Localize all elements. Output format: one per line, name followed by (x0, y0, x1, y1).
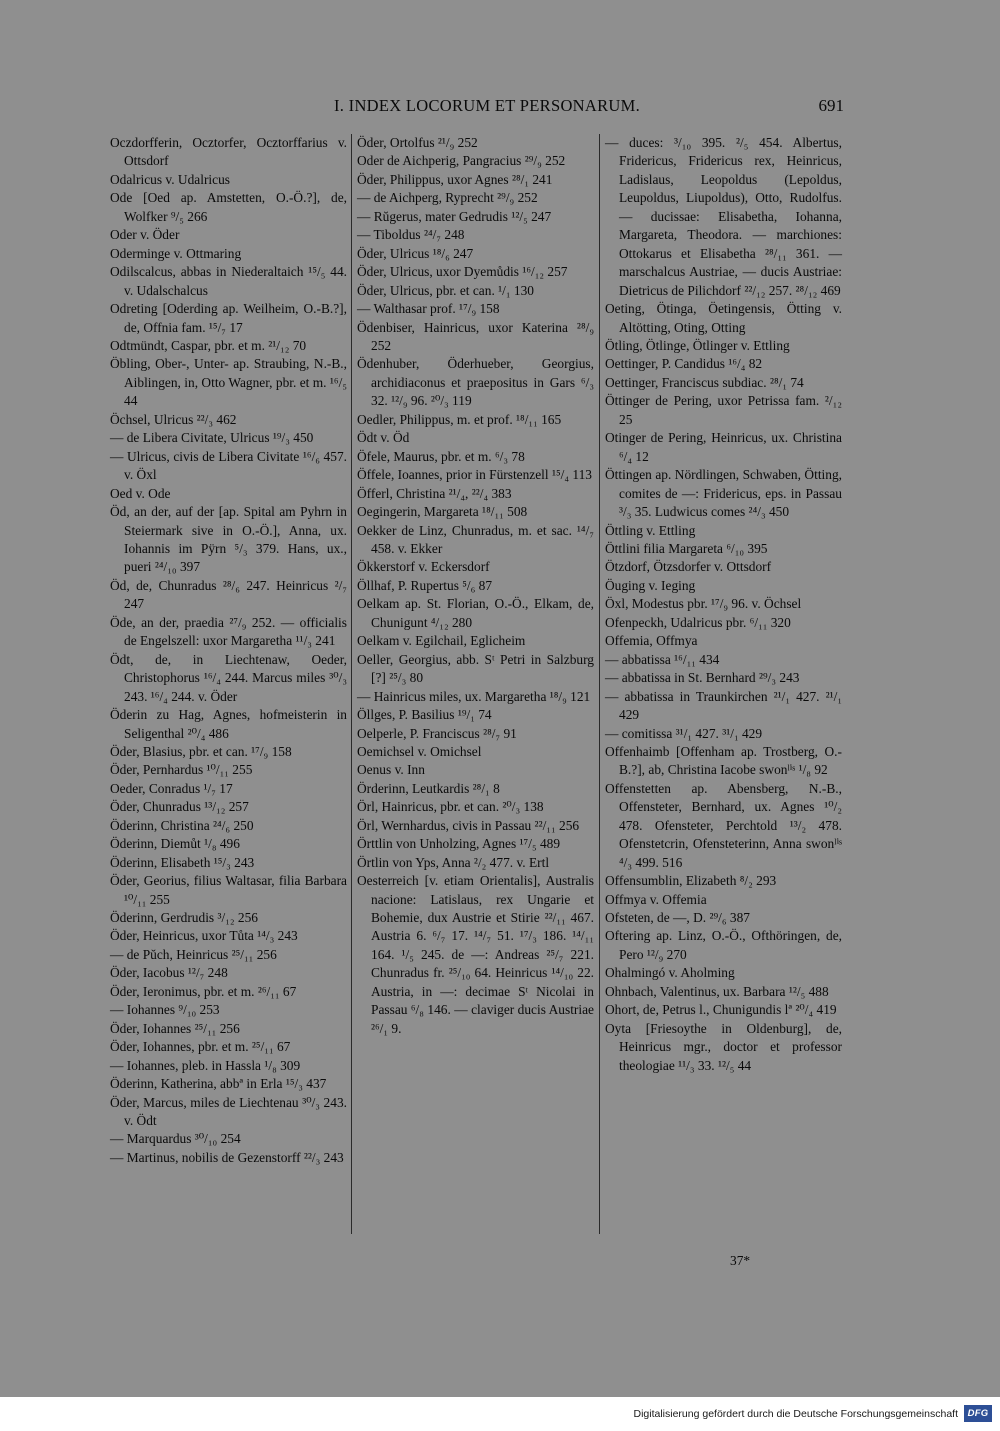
index-entry: Öxl, Modestus pbr. ¹⁷/₉ 96. v. Öchsel (605, 596, 802, 612)
index-entry: Oegingerin, Margareta ¹⁸/₁₁ 508 (357, 504, 528, 520)
index-entry: Oenus v. Inn (357, 762, 425, 778)
index-entry: Ödt v. Öd (357, 430, 410, 446)
index-entry: Öder, Georius, filius Waltasar, filia Barbara ¹⁰/₁₁ 255 (110, 873, 347, 907)
index-entry: — abbatissa in Traunkirchen ²¹/₁ 427. ²¹/₁ 429 (605, 688, 842, 723)
index-entry: Odreting [Oderding ap. Weilheim, O.-B.?], de, Offnia fam. ¹⁵/₇ 17 (110, 301, 347, 335)
index-entry: Öttling v. Ettling (605, 522, 696, 538)
index-entry: Oder de Aichperig, Pangracius ²⁹/₉ 252 (357, 153, 566, 169)
index-entry: Öder, Philippus, uxor Agnes ²⁸/₁ 241 (357, 171, 553, 187)
index-entry: Öbling, Ober-, Unter- ap. Straubing, N.-B., Aiblingen, in, Otto Wagner, pbr. et m. ¹⁶/₅ 44 (110, 356, 347, 409)
page-number: 691 (818, 96, 844, 115)
index-entry: — Martinus, nobilis de Gezenstorff ²²/₃ 243 (110, 1149, 344, 1165)
index-entry: Örttlin von Unholzing, Agnes ¹⁷/₅ 489 (357, 836, 561, 852)
index-entry: Öder, Ulricus, pbr. et can. ¹/₁ 130 (357, 282, 534, 298)
index-entry: Öderinn, Diemůt ¹/₈ 496 (110, 836, 240, 852)
index-entry: — Iohannes, pleb. in Hassla ¹/₈ 309 (110, 1057, 301, 1073)
index-entry: Oesterreich [v. etiam Orientalis], Australis nacione: Latislaus, rex Ungarie et Bohemie, dux Austrie et Stirie ²²/₁₁ 467. Austria 6. ⁶/₇ 17. ¹⁴/₇ 51. ¹⁷/₃ 186. ¹⁴/₁₁ 164. ¹/₅ 245. de —: Andreas ²⁵/₇ 221. Chunradus fr. ²⁵/₁₀ 64. Heinricus ¹⁴/₁₀ 22. Austria, in —: decimae Sᵗ Nicolai in Passau ⁶/₈ 146. — claviger ducis Austriae ²⁶/₁ 9. (357, 873, 594, 1036)
index-entry: Örl, Wernhardus, civis in Passau ²²/₁₁ 256 (357, 817, 580, 833)
index-entry: Öffele, Ioannes, prior in Fürstenzell ¹⁵/₄ 113 (357, 467, 592, 483)
index-entry: Öder, Iohannes ²⁵/₁₁ 256 (110, 1020, 240, 1036)
index-entry: Örl, Hainricus, pbr. et can. ²⁰/₃ 138 (357, 799, 544, 815)
index-entry: Öder, Ortolfus ²¹/₉ 252 (357, 135, 478, 150)
footer-bar (0, 1397, 1000, 1431)
index-entry: Oettinger, P. Candidus ¹⁶/₄ 82 (605, 356, 763, 372)
index-column-2 (357, 134, 594, 1038)
index-entry: Öllhaf, P. Rupertus ⁵/₆ 87 (357, 577, 493, 593)
index-entry: Odalricus v. Udalricus (110, 171, 230, 187)
index-entry: — de Pŭch, Heinricus ²⁵/₁₁ 256 (110, 946, 277, 962)
index-entry: Odilscalcus, abbas in Niederaltaich ¹⁵/₅ 44. v. Udalschalcus (110, 264, 347, 298)
index-entry: Öderinn, Elisabeth ¹⁵/₃ 243 (110, 854, 255, 870)
index-entry: — Ulricus, civis de Libera Civitate ¹⁶/₆ 457. v. Öxl (110, 448, 347, 483)
index-entry: Öd, an der, auf der [ap. Spital am Pyhrn in Steiermark sive in O.-Ö.], Anna, ux. Iohannis im Pÿrn ⁵/₃ 379. Hans, ux., pueri ²⁴/₁₀ 397 (110, 504, 347, 575)
index-entry: Öderinn, Gerdrudis ³/₁₂ 256 (110, 910, 258, 926)
column-rule (599, 134, 600, 1234)
index-entry: Öder, Marcus, miles de Liechtenau ³⁰/₃ 243. v. Ödt (110, 1094, 347, 1129)
index-entry: — Walthasar prof. ¹⁷/₉ 158 (357, 301, 500, 317)
running-title: I. INDEX LOCORUM ET PERSONARUM. (334, 96, 641, 115)
index-entry: Öder, Iohannes, pbr. et m. ²⁵/₁₁ 67 (110, 1039, 291, 1055)
index-entry: Öuging v. Ieging (605, 577, 696, 593)
index-entry: — abbatissa in St. Bernhard ²⁹/₃ 243 (605, 670, 800, 686)
index-entry: Oelperle, P. Franciscus ²⁸/₇ 91 (357, 725, 517, 741)
index-entry: Öder, Heinricus, uxor Tůta ¹⁴/₃ 243 (110, 928, 298, 944)
index-entry: Öd, de, Chunradus ²⁸/₆ 247. Heinricus ²/₇ 247 (110, 577, 347, 612)
index-entry: Örderinn, Leutkardis ²⁸/₁ 8 (357, 780, 500, 796)
index-entry: Oemichsel v. Omichsel (357, 743, 482, 759)
index-entry: — comitissa ³¹/₁ 427. ³¹/₁ 429 (605, 725, 763, 741)
index-entry: Oderminge v. Ottmaring (110, 245, 242, 261)
index-entry: Ohort, de, Petrus l., Chunigundis lª ²⁰/₄ 419 (605, 1002, 837, 1018)
index-entry: Öllges, P. Basilius ¹⁹/₁ 74 (357, 707, 492, 723)
index-entry: Öttlini filia Margareta ⁶/₁₀ 395 (605, 540, 768, 556)
index-entry: Ofenpeckh, Udalricus pbr. ⁶/₁₁ 320 (605, 614, 791, 630)
index-entry: — Marquardus ³⁰/₁₀ 254 (110, 1131, 241, 1147)
index-entry: Öttinger de Pering, uxor Petrissa fam. ²/₁₂ 25 (605, 393, 842, 427)
page-header (112, 96, 844, 120)
index-entry: Öderinn, Christina ²⁴/₆ 250 (110, 817, 254, 833)
index-entry: — abbatissa ¹⁶/₁₁ 434 (605, 651, 720, 667)
index-entry: Oftering ap. Linz, O.-Ö., Ofthöringen, de, Pero ¹²/₉ 270 (605, 928, 842, 962)
index-entry: — Hainricus miles, ux. Margaretha ¹⁸/₉ 121 (357, 688, 591, 704)
index-entry: Öttingen ap. Nördlingen, Schwaben, Ötting, comites de —: Fridericus, eps. in Passau ³/₃ 35. Ludwicus comes ²⁴/₃ 450 (605, 467, 842, 520)
index-entry: Oettinger, Franciscus subdiac. ²⁸/₁ 74 (605, 374, 804, 390)
index-column-1 (110, 134, 347, 1167)
index-entry: Oder v. Öder (110, 227, 180, 243)
index-entry: Ödenhuber, Öderhueber, Georgius, archidiaconus et praepositus in Gars ⁶/₃ 32. ¹²/₉ 96. ²⁰/₃ 119 (357, 356, 594, 409)
index-entry: Ode [Oed ap. Amstetten, O.-Ö.?], de, Wolfker ⁹/₅ 266 (110, 190, 347, 224)
index-entry: Ödt, de, in Liechtenaw, Oeder, Christophorus ¹⁶/₄ 244. Marcus miles ³⁰/₃ 243. ¹⁶/₄ 244. v. Öder (110, 651, 347, 704)
index-entry: Ofsteten, de —, D. ²⁹/₆ 387 (605, 910, 751, 926)
index-entry: Oczdorfferin, Ocztorfer, Ocztorffarius v. Ottsdorf (110, 135, 347, 169)
index-entry: Ötling, Ötlinge, Ötlinger v. Ettling (605, 337, 790, 353)
index-entry: Öfele, Maurus, pbr. et m. ⁶/₃ 78 (357, 448, 525, 464)
index-columns (110, 134, 846, 1250)
index-entry: Öder, Iacobus ¹²/₇ 248 (110, 965, 228, 981)
index-entry: Ötzdorf, Ötzsdorfer v. Ottsdorf (605, 559, 772, 575)
dfg-logo-icon: DFG (964, 1405, 992, 1422)
index-entry: Öderinn, Katherina, abbª in Erla ¹⁵/₃ 437 (110, 1076, 327, 1092)
index-entry: Oedler, Philippus, m. et prof. ¹⁸/₁₁ 165 (357, 411, 562, 427)
index-entry: Offenstetten ap. Abensberg, N.-B., Offensteter, Bernhard, ux. Agnes ¹⁰/₂ 478. Ofensteter, Perchtold ¹³/₂ 478. Ofenstetcrin, Ofensteterinn, Anna swonˡⁱˢ ⁴/₃ 499. 516 (605, 780, 842, 870)
index-entry: Oekker de Linz, Chunradus, m. et sac. ¹⁴/₇ 458. v. Ekker (357, 522, 594, 556)
index-entry: Odtmündt, Caspar, pbr. et m. ²¹/₁₂ 70 (110, 337, 307, 353)
index-entry: Örtlin von Yps, Anna ²/₂ 477. v. Ertl (357, 854, 550, 870)
index-entry: Oelkam v. Egilchail, Eglicheim (357, 633, 526, 649)
index-entry: Ohalmingó v. Aholming (605, 965, 735, 981)
index-entry: Offemia, Offmya (605, 633, 698, 649)
index-entry: Öchsel, Ulricus ²²/₃ 462 (110, 411, 237, 427)
index-entry: Offmya v. Offemia (605, 891, 707, 907)
index-entry: Öderin zu Hag, Agnes, hofmeisterin in Seligenthal ²⁰/₄ 486 (110, 707, 347, 741)
index-entry: — de Libera Civitate, Ulricus ¹⁹/₃ 450 (110, 430, 314, 446)
index-entry: Offensumblin, Elizabeth ⁸/₂ 293 (605, 873, 777, 889)
index-entry: Oeting, Ötinga, Öetingensis, Ötting v. Altötting, Oting, Otting (605, 301, 842, 335)
index-entry: Öder, Ulricus ¹⁸/₆ 247 (357, 245, 474, 261)
index-entry: Oeder, Conradus ¹/₇ 17 (110, 780, 233, 796)
index-entry: Oelkam ap. St. Florian, O.-Ö., Elkam, de, Chunigunt ⁴/₁₂ 280 (357, 596, 594, 630)
index-entry: Öder, Ulricus, uxor Dyemůdis ¹⁶/₁₂ 257 (357, 264, 568, 280)
index-entry: Öfferl, Christina ²¹/₄, ²²/₄ 383 (357, 485, 512, 501)
index-entry: — duces: ³/₁₀ 395. ²/₅ 454. Albertus, Fridericus, Fridericus rex, Heinricus, Ladislaus, Leopoldus (Lepoldus, Leupoldus, Liupoldus), Otto, Rudolfus. — ducissae: Elisabetha, Iohanna, Margareta, Theodora. — marchiones: Ottokarus et Elisabetha ²⁸/₁₁ 361. — marschalcus Austriae, — ducis Austriae: Dietricus de Pilichdorf ²²/₁₂ 257. ²⁸/₁₂ 469 (605, 135, 842, 298)
index-entry: Oyta [Friesoythe in Oldenburg], de, Heinricus mgr., doctor et professor theologiae ¹¹/₃ 33. ¹²/₅ 44 (605, 1020, 842, 1073)
index-entry: Otinger de Pering, Heinricus, ux. Christina ⁶/₄ 12 (605, 430, 842, 464)
index-entry: — Rŭgerus, mater Gedrudis ¹²/₅ 247 (357, 208, 552, 224)
index-entry: Oed v. Ode (110, 485, 171, 501)
index-entry: Offenhaimb [Offenham ap. Trostberg, O.-B.?], ab, Christina Iacobe swonˡⁱˢ ¹/₈ 92 (605, 743, 842, 778)
index-entry: Ohnbach, Valentinus, ux. Barbara ¹²/₅ 488 (605, 983, 829, 999)
index-entry: Ödenbiser, Hainricus, uxor Katerina ²⁸/₉ 252 (357, 319, 594, 353)
index-entry: Öder, Pernhardus ¹⁰/₁₁ 255 (110, 762, 253, 778)
index-entry: — Tiboldus ²⁴/₇ 248 (357, 227, 465, 243)
column-rule (351, 134, 352, 1234)
index-entry: Oeller, Georgius, abb. Sᵗ Petri in Salzburg [?] ²⁵/₃ 80 (357, 651, 594, 686)
index-entry: Ökkerstorf v. Eckersdorf (357, 559, 490, 575)
sheet-signature: 37* (730, 1253, 751, 1268)
index-column-3 (605, 134, 842, 1075)
index-entry: Öder, Ieronimus, pbr. et m. ²⁶/₁₁ 67 (110, 983, 297, 999)
funding-credit: Digitalisierung gefördert durch die Deutsche Forschungsgemeinschaft (633, 1408, 958, 1420)
index-entry: Öder, Blasius, pbr. et can. ¹⁷/₉ 158 (110, 743, 292, 759)
index-entry: — de Aichperg, Ryprecht ²⁹/₉ 252 (357, 190, 538, 206)
index-entry: Öde, an der, praedia ²⁷/₉ 252. — officialis de Engelszell: uxor Margaretha ¹¹/₃ 241 (110, 614, 347, 649)
index-entry: Öder, Chunradus ¹³/₁₂ 257 (110, 799, 249, 815)
index-entry: — Iohannes ⁹/₁₀ 253 (110, 1002, 220, 1018)
